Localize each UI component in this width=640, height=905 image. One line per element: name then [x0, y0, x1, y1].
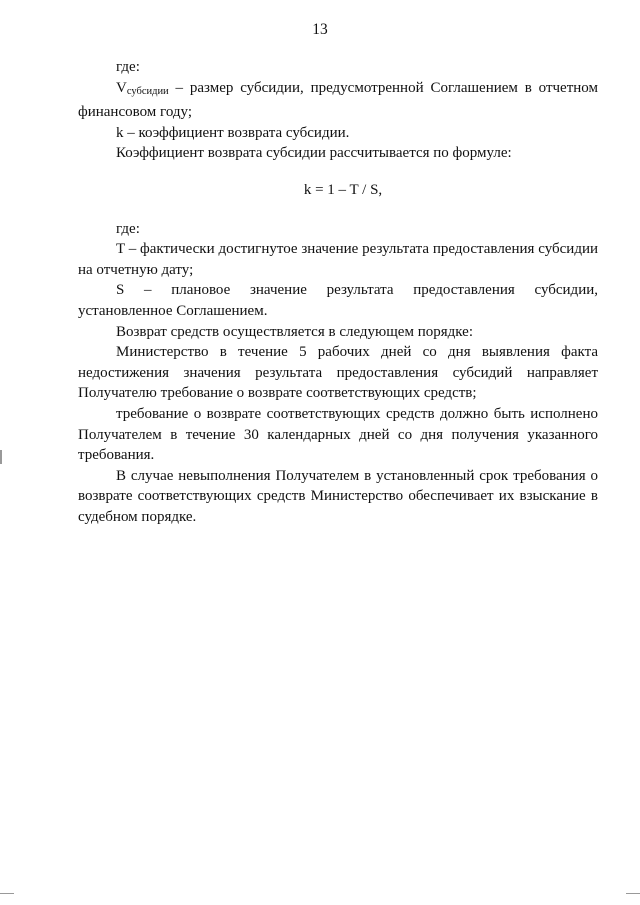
- document-body: [78, 57, 598, 527]
- ministry-paragraph: Министерство в течение 5 рабочих дней со дня выявления факта недостижения значения результата предоставления субсидий направляет Получателю требование о возврате соответствующих средств;: [78, 344, 598, 402]
- s-definition: S – плановое значение результата предоставления субсидии, установленное Соглашением.: [78, 282, 598, 319]
- k-calculation-intro: Коэффициент возврата субсидии рассчитывается по формуле:: [116, 145, 512, 162]
- page-number: 13: [312, 21, 328, 38]
- k-definition: k – коэффициент возврата субсидии.: [116, 124, 350, 141]
- failure-paragraph: В случае невыполнения Получателем в установленный срок требования о возврате соответствующих средств Министерство обеспечивает их взыскание в судебном порядке.: [78, 467, 598, 525]
- t-definition: T – фактически достигнутое значение результата предоставления субсидии на отчетную дату;: [78, 241, 598, 278]
- v-description: – размер субсидии, предусмотренной Соглашением в отчетном финансовом году;: [78, 79, 598, 121]
- scan-edge-mark: [0, 450, 2, 464]
- demand-paragraph: требование о возврате соответствующих средств должно быть исполнено Получателем в течение 30 календарных дней со дня получения указанного требования.: [78, 405, 598, 464]
- where-label-2: где:: [116, 220, 140, 237]
- where-label-1: где:: [116, 59, 140, 75]
- scan-edge-mark: [626, 893, 640, 894]
- v-symbol: V: [116, 79, 127, 96]
- return-order: Возврат средств осуществляется в следующем порядке:: [116, 323, 474, 340]
- scan-edge-mark: [0, 893, 14, 894]
- formula: k = 1 – T / S,: [303, 181, 383, 198]
- v-definition: [78, 78, 598, 123]
- v-subscript: субсидии: [126, 85, 169, 97]
